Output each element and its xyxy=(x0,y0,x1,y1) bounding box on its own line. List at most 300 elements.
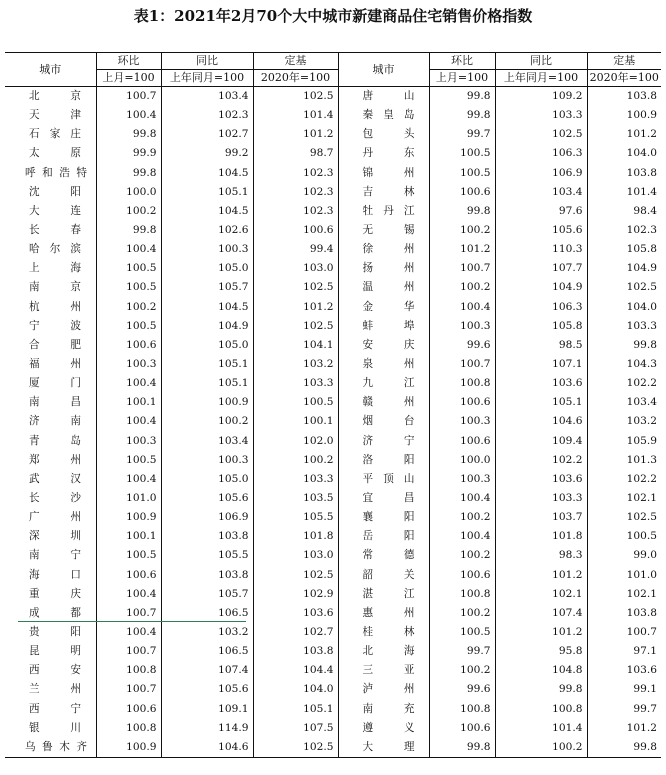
city-cell-right xyxy=(338,508,429,527)
mom-cell-left: 99.9 xyxy=(96,144,161,163)
base-cell-left: 103.8 xyxy=(253,642,338,661)
city-name: 郑州 xyxy=(29,453,81,466)
mom-cell-right: 100.2 xyxy=(429,278,495,297)
city-name: 青岛 xyxy=(29,434,81,447)
yoy-cell-right: 110.3 xyxy=(495,240,587,259)
base-cell-right: 104.0 xyxy=(587,298,661,317)
base-cell-left: 104.4 xyxy=(253,661,338,680)
city-name: 常德 xyxy=(362,549,415,562)
city-cell-left xyxy=(5,451,96,470)
base-cell-right: 100.7 xyxy=(587,623,661,642)
city-name: 长春 xyxy=(29,224,81,237)
city-cell-right xyxy=(338,566,429,585)
yoy-cell-left: 106.9 xyxy=(161,508,253,527)
city-cell-left xyxy=(5,221,96,240)
table-row xyxy=(5,240,661,259)
base-cell-right: 99.8 xyxy=(587,336,661,355)
city-name: 烟台 xyxy=(362,415,415,428)
city-cell-right xyxy=(338,680,429,699)
header-yoy-right: 同比 xyxy=(495,53,587,70)
base-cell-right: 102.2 xyxy=(587,470,661,489)
mom-cell-right: 100.2 xyxy=(429,661,495,680)
yoy-cell-right: 101.4 xyxy=(495,719,587,738)
mom-cell-left: 100.7 xyxy=(96,680,161,699)
table-row xyxy=(5,317,661,336)
header-yoy-sub-left: 上年同月=100 xyxy=(161,70,253,87)
city-name: 唐山 xyxy=(362,90,415,103)
city-cell-right xyxy=(338,317,429,336)
table-row xyxy=(5,412,661,431)
header-mom-right: 环比 xyxy=(429,53,495,70)
table-row xyxy=(5,566,661,585)
header-mom-left: 环比 xyxy=(96,53,161,70)
city-name: 秦皇岛 xyxy=(362,109,415,122)
header-city-left: 城市 xyxy=(39,62,62,76)
city-name: 广州 xyxy=(29,511,81,524)
city-name: 扬州 xyxy=(362,262,415,275)
table-row xyxy=(5,259,661,278)
table-row xyxy=(5,336,661,355)
mom-cell-left: 100.4 xyxy=(96,585,161,604)
city-cell-left xyxy=(5,125,96,144)
mom-cell-left: 100.3 xyxy=(96,432,161,451)
city-cell-left xyxy=(5,144,96,163)
base-cell-right: 100.5 xyxy=(587,527,661,546)
yoy-cell-right: 105.8 xyxy=(495,317,587,336)
yoy-cell-right: 106.3 xyxy=(495,144,587,163)
city-name: 宁波 xyxy=(29,319,81,332)
mom-cell-left: 100.3 xyxy=(96,355,161,374)
table-body xyxy=(5,87,661,758)
table-row xyxy=(5,680,661,699)
yoy-cell-right: 104.8 xyxy=(495,661,587,680)
city-cell-left xyxy=(5,432,96,451)
city-cell-right xyxy=(338,585,429,604)
city-cell-left xyxy=(5,508,96,527)
table-row xyxy=(5,489,661,508)
yoy-cell-right: 98.3 xyxy=(495,546,587,565)
city-cell-left xyxy=(5,183,96,202)
base-cell-right: 104.9 xyxy=(587,259,661,278)
city-cell-left xyxy=(5,106,96,125)
base-cell-right: 102.5 xyxy=(587,508,661,527)
yoy-cell-left: 103.8 xyxy=(161,527,253,546)
city-name: 韶关 xyxy=(362,568,415,581)
city-name: 岳阳 xyxy=(362,530,415,543)
yoy-cell-right: 106.9 xyxy=(495,164,587,183)
base-cell-left: 105.5 xyxy=(253,508,338,527)
city-cell-right xyxy=(338,374,429,393)
yoy-cell-left: 105.5 xyxy=(161,546,253,565)
yoy-cell-left: 105.6 xyxy=(161,680,253,699)
city-cell-right xyxy=(338,604,429,623)
mom-cell-left: 100.4 xyxy=(96,623,161,642)
yoy-cell-left: 104.5 xyxy=(161,298,253,317)
table-row xyxy=(5,393,661,412)
base-cell-right: 99.8 xyxy=(587,738,661,758)
city-name: 大理 xyxy=(362,740,415,753)
base-cell-left: 99.4 xyxy=(253,240,338,259)
base-cell-left: 100.6 xyxy=(253,221,338,240)
mom-cell-right: 100.7 xyxy=(429,355,495,374)
base-cell-left: 100.2 xyxy=(253,451,338,470)
base-cell-left: 105.1 xyxy=(253,700,338,719)
yoy-cell-left: 104.9 xyxy=(161,317,253,336)
city-cell-left xyxy=(5,298,96,317)
city-cell-left xyxy=(5,470,96,489)
city-cell-right xyxy=(338,393,429,412)
base-cell-left: 102.9 xyxy=(253,585,338,604)
base-cell-left: 103.6 xyxy=(253,604,338,623)
base-cell-left: 102.7 xyxy=(253,623,338,642)
mom-cell-right: 100.6 xyxy=(429,393,495,412)
table-row xyxy=(5,623,661,642)
mom-cell-left: 100.0 xyxy=(96,183,161,202)
yoy-cell-left: 109.1 xyxy=(161,700,253,719)
city-name: 石家庄 xyxy=(29,128,81,141)
table-row xyxy=(5,738,661,758)
city-name: 金华 xyxy=(362,300,415,313)
table-row xyxy=(5,202,661,221)
city-cell-left xyxy=(5,719,96,738)
mom-cell-left: 100.5 xyxy=(96,451,161,470)
city-name: 济宁 xyxy=(362,434,415,447)
base-cell-right: 101.4 xyxy=(587,183,661,202)
base-cell-right: 99.1 xyxy=(587,680,661,699)
mom-cell-left: 100.4 xyxy=(96,412,161,431)
yoy-cell-right: 97.6 xyxy=(495,202,587,221)
city-cell-left xyxy=(5,412,96,431)
mom-cell-left: 100.4 xyxy=(96,106,161,125)
city-cell-left xyxy=(5,566,96,585)
mom-cell-right: 100.3 xyxy=(429,470,495,489)
city-name: 徐州 xyxy=(362,243,415,256)
yoy-cell-left: 105.1 xyxy=(161,183,253,202)
yoy-cell-left: 107.4 xyxy=(161,661,253,680)
yoy-cell-left: 106.5 xyxy=(161,642,253,661)
mom-cell-left: 100.1 xyxy=(96,393,161,412)
base-cell-right: 101.2 xyxy=(587,719,661,738)
city-cell-right xyxy=(338,489,429,508)
mom-cell-left: 100.7 xyxy=(96,87,161,107)
yoy-cell-left: 105.0 xyxy=(161,259,253,278)
city-name: 天津 xyxy=(29,109,81,122)
city-cell-right xyxy=(338,432,429,451)
city-cell-right xyxy=(338,144,429,163)
city-name: 北京 xyxy=(29,90,81,103)
table-row xyxy=(5,125,661,144)
city-cell-left xyxy=(5,355,96,374)
city-cell-left xyxy=(5,546,96,565)
table-row xyxy=(5,144,661,163)
mom-cell-left: 100.4 xyxy=(96,374,161,393)
city-name: 太原 xyxy=(29,147,81,160)
city-cell-left xyxy=(5,202,96,221)
base-cell-right: 103.8 xyxy=(587,604,661,623)
table-row xyxy=(5,527,661,546)
city-name: 昆明 xyxy=(29,645,81,658)
base-cell-left: 98.7 xyxy=(253,144,338,163)
city-name: 南充 xyxy=(362,702,415,715)
city-name: 武汉 xyxy=(29,472,81,485)
base-cell-right: 99.0 xyxy=(587,546,661,565)
city-name: 襄阳 xyxy=(362,511,415,524)
city-name: 北海 xyxy=(362,645,415,658)
yoy-cell-right: 109.4 xyxy=(495,432,587,451)
mom-cell-right: 99.7 xyxy=(429,642,495,661)
base-cell-left: 103.0 xyxy=(253,259,338,278)
city-cell-right xyxy=(338,106,429,125)
yoy-cell-right: 107.7 xyxy=(495,259,587,278)
mom-cell-left: 100.5 xyxy=(96,546,161,565)
city-name: 惠州 xyxy=(362,606,415,619)
yoy-cell-right: 102.2 xyxy=(495,451,587,470)
city-cell-right xyxy=(338,642,429,661)
base-cell-right: 103.8 xyxy=(587,164,661,183)
base-cell-right: 105.9 xyxy=(587,432,661,451)
city-cell-right xyxy=(338,259,429,278)
city-name: 牡丹江 xyxy=(362,204,415,217)
city-cell-left xyxy=(5,240,96,259)
city-name: 吉林 xyxy=(362,185,415,198)
header-row-2 xyxy=(5,70,661,87)
table-row xyxy=(5,164,661,183)
city-name: 宜昌 xyxy=(362,492,415,505)
city-cell-left xyxy=(5,164,96,183)
mom-cell-left: 100.4 xyxy=(96,240,161,259)
yoy-cell-right: 101.2 xyxy=(495,566,587,585)
base-cell-right: 101.2 xyxy=(587,125,661,144)
city-name: 无锡 xyxy=(362,224,415,237)
mom-cell-right: 100.8 xyxy=(429,585,495,604)
city-name: 兰州 xyxy=(29,683,81,696)
city-cell-right xyxy=(338,336,429,355)
city-name: 南宁 xyxy=(29,549,81,562)
table-row xyxy=(5,87,661,107)
base-cell-right: 102.3 xyxy=(587,221,661,240)
city-cell-left xyxy=(5,317,96,336)
base-cell-left: 102.5 xyxy=(253,317,338,336)
city-cell-right xyxy=(338,451,429,470)
yoy-cell-left: 99.2 xyxy=(161,144,253,163)
yoy-cell-left: 104.5 xyxy=(161,202,253,221)
table-row xyxy=(5,661,661,680)
city-name: 三亚 xyxy=(362,664,415,677)
city-cell-right xyxy=(338,412,429,431)
mom-cell-right: 99.8 xyxy=(429,202,495,221)
mom-cell-right: 100.4 xyxy=(429,527,495,546)
yoy-cell-left: 106.5 xyxy=(161,604,253,623)
yoy-cell-right: 98.5 xyxy=(495,336,587,355)
yoy-cell-right: 101.2 xyxy=(495,623,587,642)
yoy-cell-left: 104.5 xyxy=(161,164,253,183)
base-cell-right: 104.0 xyxy=(587,144,661,163)
yoy-cell-right: 109.2 xyxy=(495,87,587,107)
yoy-cell-right: 101.8 xyxy=(495,527,587,546)
city-name: 温州 xyxy=(362,281,415,294)
base-cell-left: 102.3 xyxy=(253,164,338,183)
yoy-cell-right: 105.6 xyxy=(495,221,587,240)
city-cell-left xyxy=(5,87,96,107)
yoy-cell-left: 105.1 xyxy=(161,374,253,393)
base-cell-left: 103.3 xyxy=(253,374,338,393)
city-name: 成都 xyxy=(29,606,81,619)
yoy-cell-left: 105.0 xyxy=(161,470,253,489)
yoy-cell-left: 103.4 xyxy=(161,87,253,107)
mom-cell-right: 100.4 xyxy=(429,298,495,317)
mom-cell-left: 100.8 xyxy=(96,661,161,680)
city-cell-right xyxy=(338,719,429,738)
city-name: 杭州 xyxy=(29,300,81,313)
yoy-cell-left: 103.8 xyxy=(161,566,253,585)
yoy-cell-right: 103.3 xyxy=(495,489,587,508)
yoy-cell-right: 103.6 xyxy=(495,374,587,393)
base-cell-left: 103.5 xyxy=(253,489,338,508)
yoy-cell-left: 103.2 xyxy=(161,623,253,642)
city-cell-right xyxy=(338,738,429,758)
city-cell-left xyxy=(5,642,96,661)
city-cell-right xyxy=(338,527,429,546)
city-name: 海口 xyxy=(29,568,81,581)
yoy-cell-left: 102.7 xyxy=(161,125,253,144)
mom-cell-left: 100.5 xyxy=(96,278,161,297)
city-cell-right xyxy=(338,546,429,565)
yoy-cell-left: 100.3 xyxy=(161,240,253,259)
mom-cell-right: 99.7 xyxy=(429,125,495,144)
city-cell-right xyxy=(338,700,429,719)
yoy-cell-right: 95.8 xyxy=(495,642,587,661)
table-row xyxy=(5,432,661,451)
base-cell-right: 103.6 xyxy=(587,661,661,680)
base-cell-left: 104.1 xyxy=(253,336,338,355)
city-cell-right xyxy=(338,355,429,374)
table-row xyxy=(5,700,661,719)
city-name: 安庆 xyxy=(362,338,415,351)
yoy-cell-left: 100.9 xyxy=(161,393,253,412)
city-name: 南京 xyxy=(29,281,81,294)
city-name: 厦门 xyxy=(29,377,81,390)
mom-cell-right: 100.5 xyxy=(429,164,495,183)
header-base-sub-right: 2020年=100 xyxy=(587,70,661,87)
header-base-sub-left: 2020年=100 xyxy=(253,70,338,87)
mom-cell-left: 100.5 xyxy=(96,259,161,278)
header-row-1 xyxy=(5,53,661,70)
city-cell-right xyxy=(338,221,429,240)
mom-cell-left: 100.9 xyxy=(96,738,161,758)
mom-cell-right: 100.6 xyxy=(429,719,495,738)
table-row xyxy=(5,470,661,489)
base-cell-right: 101.3 xyxy=(587,451,661,470)
mom-cell-right: 99.8 xyxy=(429,106,495,125)
mom-cell-left: 100.9 xyxy=(96,508,161,527)
base-cell-left: 102.5 xyxy=(253,278,338,297)
table-row xyxy=(5,451,661,470)
base-cell-right: 102.1 xyxy=(587,489,661,508)
mom-cell-right: 100.0 xyxy=(429,451,495,470)
mom-cell-left: 101.0 xyxy=(96,489,161,508)
city-name: 沈阳 xyxy=(29,185,81,198)
divider-line xyxy=(18,621,246,622)
base-cell-left: 101.2 xyxy=(253,125,338,144)
table-row xyxy=(5,298,661,317)
city-name: 包头 xyxy=(362,128,415,141)
city-cell-left xyxy=(5,393,96,412)
base-cell-right: 103.3 xyxy=(587,317,661,336)
base-cell-left: 101.8 xyxy=(253,527,338,546)
base-cell-right: 102.2 xyxy=(587,374,661,393)
base-cell-right: 100.9 xyxy=(587,106,661,125)
city-cell-left xyxy=(5,738,96,758)
header-city-right: 城市 xyxy=(338,53,429,87)
base-cell-left: 100.1 xyxy=(253,412,338,431)
mom-cell-left: 100.1 xyxy=(96,527,161,546)
base-cell-left: 100.5 xyxy=(253,393,338,412)
header-mom-sub-right: 上月=100 xyxy=(429,70,495,87)
base-cell-right: 105.8 xyxy=(587,240,661,259)
mom-cell-right: 100.5 xyxy=(429,623,495,642)
mom-cell-left: 99.8 xyxy=(96,164,161,183)
mom-cell-left: 100.8 xyxy=(96,719,161,738)
mom-cell-right: 99.6 xyxy=(429,680,495,699)
mom-cell-left: 100.2 xyxy=(96,298,161,317)
table-row xyxy=(5,278,661,297)
city-name: 桂林 xyxy=(362,626,415,638)
table-row xyxy=(5,508,661,527)
base-cell-right: 104.3 xyxy=(587,355,661,374)
city-name: 上海 xyxy=(29,262,81,275)
price-index-table xyxy=(5,52,661,758)
yoy-cell-left: 114.9 xyxy=(161,719,253,738)
header-base-left: 定基 xyxy=(253,53,338,70)
base-cell-right: 103.4 xyxy=(587,393,661,412)
mom-cell-right: 100.6 xyxy=(429,566,495,585)
yoy-cell-right: 99.8 xyxy=(495,680,587,699)
city-name: 泸州 xyxy=(362,683,415,696)
yoy-cell-left: 105.1 xyxy=(161,355,253,374)
city-name: 呼和浩特 xyxy=(25,166,87,179)
mom-cell-left: 100.5 xyxy=(96,317,161,336)
yoy-cell-right: 103.3 xyxy=(495,106,587,125)
yoy-cell-left: 105.7 xyxy=(161,585,253,604)
yoy-cell-right: 106.3 xyxy=(495,298,587,317)
yoy-cell-right: 102.5 xyxy=(495,125,587,144)
city-cell-right xyxy=(338,164,429,183)
base-cell-left: 107.5 xyxy=(253,719,338,738)
mom-cell-left: 100.4 xyxy=(96,470,161,489)
city-cell-left xyxy=(5,336,96,355)
yoy-cell-left: 105.7 xyxy=(161,278,253,297)
city-name: 济南 xyxy=(29,415,81,428)
city-cell-right xyxy=(338,202,429,221)
city-name: 九江 xyxy=(362,377,415,390)
city-cell-left xyxy=(5,278,96,297)
city-cell-right xyxy=(338,183,429,202)
base-cell-left: 101.2 xyxy=(253,298,338,317)
yoy-cell-right: 102.1 xyxy=(495,585,587,604)
mom-cell-right: 100.6 xyxy=(429,183,495,202)
city-cell-left xyxy=(5,527,96,546)
city-name: 重庆 xyxy=(29,587,81,600)
mom-cell-right: 100.7 xyxy=(429,259,495,278)
city-name: 深圳 xyxy=(29,530,81,543)
table-row xyxy=(5,642,661,661)
header-yoy-sub-right: 上年同月=100 xyxy=(495,70,587,87)
city-cell-right xyxy=(338,298,429,317)
base-cell-left: 103.3 xyxy=(253,470,338,489)
base-cell-left: 102.5 xyxy=(253,566,338,585)
mom-cell-right: 100.3 xyxy=(429,317,495,336)
yoy-cell-right: 105.1 xyxy=(495,393,587,412)
